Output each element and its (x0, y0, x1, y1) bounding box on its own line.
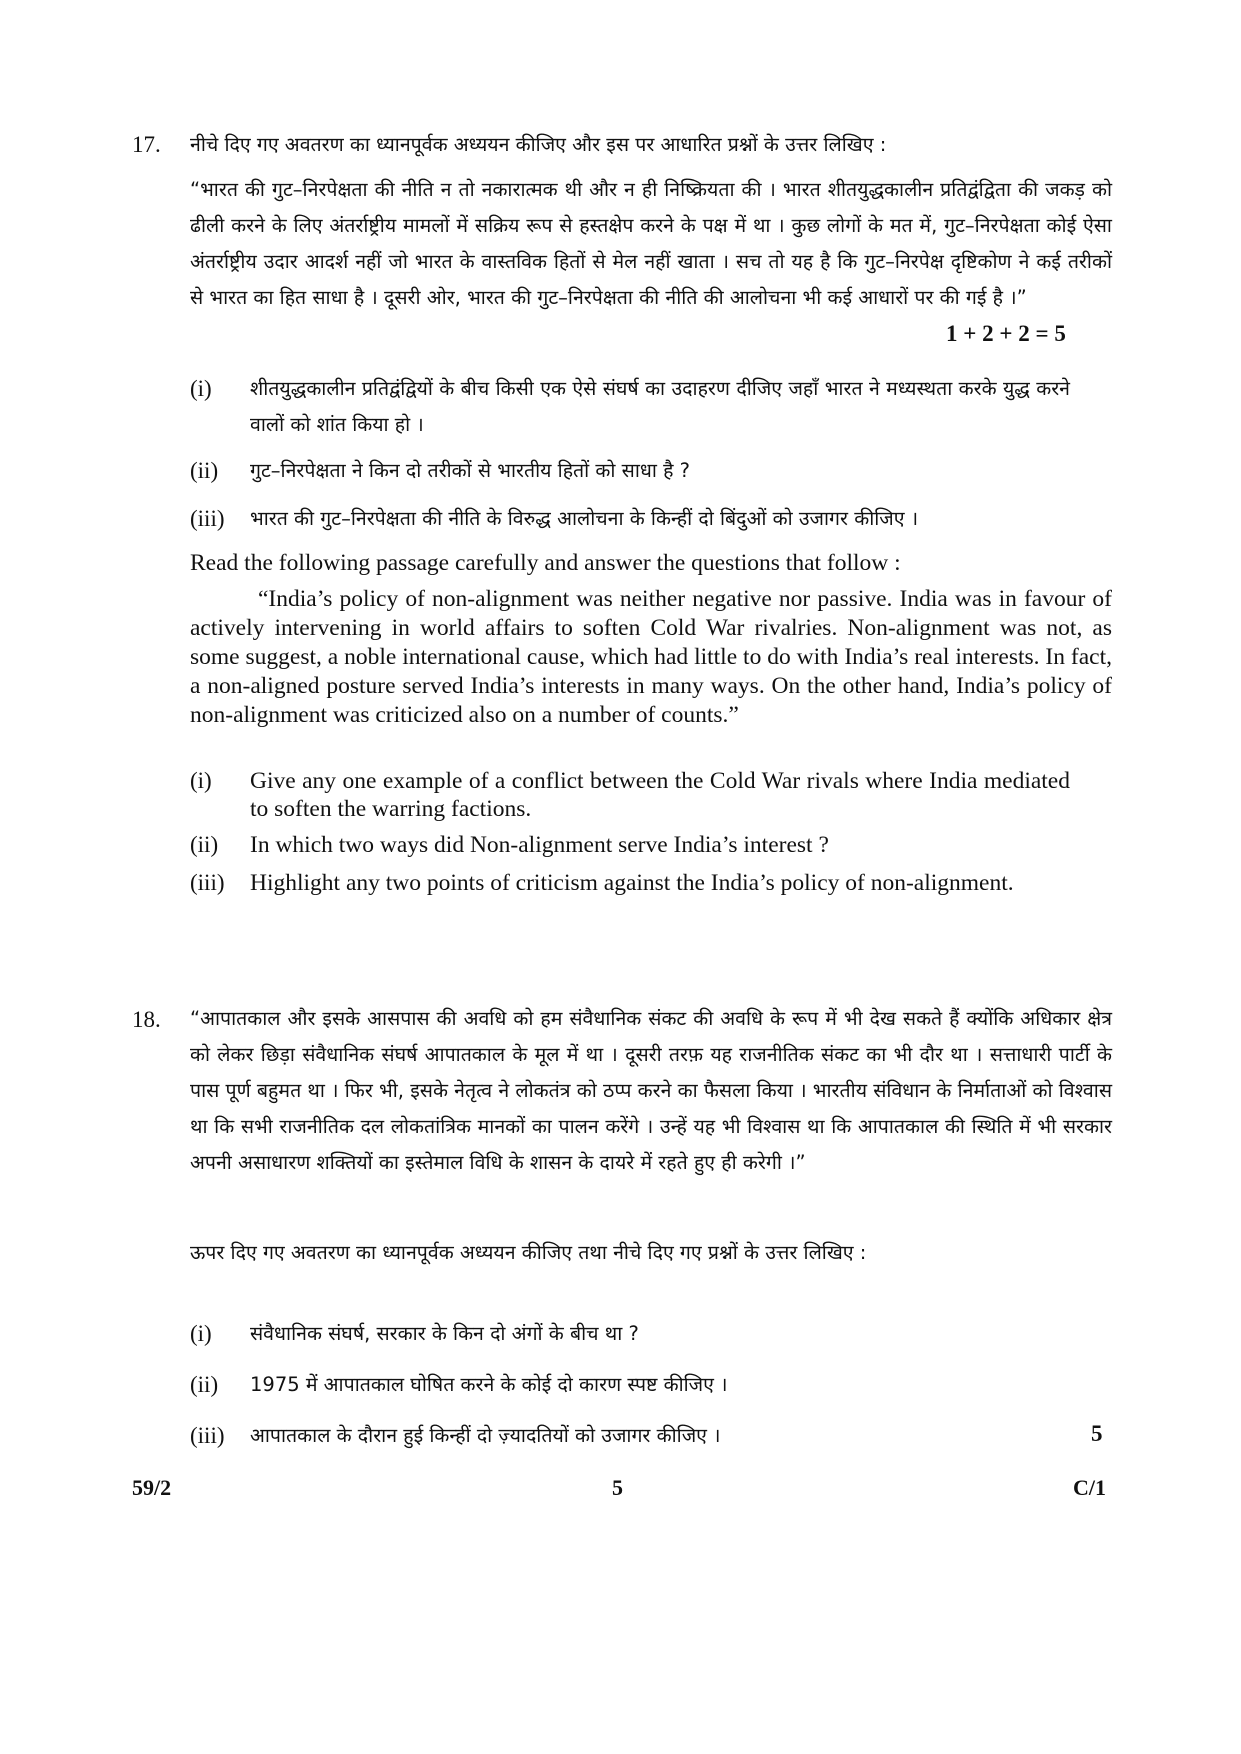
question-17-hindi-sub-iii (190, 501, 1070, 537)
sub-text: गुट–निरपेक्षता ने किन दो तरीकों से भारतीय हितों को साधा है ? (250, 459, 691, 482)
sub-number: (i) (190, 376, 212, 401)
sub-number: (iii) (190, 506, 225, 531)
question-17-marks: 1 + 2 + 2 = 5 (946, 321, 1066, 346)
question-17-english-sub-iii (190, 869, 1070, 897)
sub-text: संवैधानिक संघर्ष, सरकार के किन दो अंगों के बीच था ? (250, 1322, 639, 1345)
question-17-passage-hindi (190, 172, 1112, 316)
question-18-hindi-sub-ii (190, 1367, 1070, 1403)
sub-number: (ii) (190, 458, 219, 483)
question-17-hindi-sub-ii (190, 453, 1070, 489)
sub-text: शीतयुद्धकालीन प्रतिद्वंद्वियों के बीच किसी एक ऐसे संघर्ष का उदाहरण दीजिए जहाँ भारत ने मध्यस्थता करके युद्ध करने वालों को शांत किया हो । (250, 377, 1070, 436)
paper-code: 59/2 (132, 1475, 172, 1500)
passage-hindi-text: “भारत की गुट–निरपेक्षता की नीति न तो नकारात्मक थी और न ही निष्क्रियता की । भारत शीतयुद्धकालीन प्रतिद्वंद्विता की जकड़ को ढीली करने के लिए अंतर्राष्ट्रीय मामलों में सक्रिय रूप से हस्तक्षेप करने के पक्ष में था । कुछ लोगों के मत में, गुट–निरपेक्षता कोई ऐसा अंतर्राष्ट्रीय उदार आदर्श नहीं जो भारत के वास्तविक हितों से मेल नहीं खाता । सच तो यह है कि गुट–निरपेक्ष दृष्टिकोण ने कई तरीकों से भारत का हित साधा है । दूसरी ओर, भारत की गुट–निरपेक्षता की नीति की आलोचना भी कई आधारों पर की गई है ।” (190, 178, 1112, 309)
question-17-instruction-hindi: नीचे दिए गए अवतरण का ध्यानपूर्वक अध्ययन कीजिए और इस पर आधारित प्रश्नों के उत्तर लिखिए : (190, 133, 887, 156)
question-18-hindi-sub-iii (190, 1418, 1070, 1454)
sub-number: (ii) (190, 1372, 219, 1397)
sub-number: (iii) (190, 870, 225, 895)
set-code: C/1 (1073, 1475, 1106, 1500)
passage-english-text: “India’s policy of non-alignment was neither negative nor passive. India was in favour of actively intervening in world affairs to soften Cold War rivalries. Non-alignment was not, as some suggest, a noble international cause, which had little to do with India’s real interests. In fact, a non-aligned posture served India’s interests in many ways. On the other hand, India’s policy of non-alignment was criticized also on a number of counts.” (190, 586, 1112, 728)
sub-number: (i) (190, 768, 212, 793)
question-18-number: 18. (132, 1007, 161, 1032)
question-17-hindi-sub-i (190, 371, 1070, 443)
sub-text: Give any one example of a conflict between the Cold War rivals where India mediated to soften the warring factions. (250, 768, 1070, 822)
question-18-instruction-hindi: ऊपर दिए गए अवतरण का ध्यानपूर्वक अध्ययन कीजिए तथा नीचे दिए गए प्रश्नों के उत्तर लिखिए : (190, 1241, 867, 1264)
question-17-instruction-english: Read the following passage carefully and answer the questions that follow : (190, 550, 901, 576)
sub-text: In which two ways did Non-alignment serve India’s interest ? (250, 832, 829, 858)
sub-text: 1975 में आपातकाल घोषित करने के कोई दो कारण स्पष्ट कीजिए । (250, 1373, 728, 1396)
sub-text: आपातकाल के दौरान हुई किन्हीं दो ज़्यादतियों को उजागर कीजिए । (250, 1424, 721, 1447)
question-18-marks: 5 (1091, 1421, 1103, 1446)
question-18-passage-hindi (190, 1001, 1112, 1181)
question-17-english-sub-ii (190, 831, 1070, 859)
sub-number: (ii) (190, 832, 219, 857)
sub-text: Highlight any two points of criticism against the India’s policy of non-alignment. (250, 870, 1014, 896)
sub-text: भारत की गुट–निरपेक्षता की नीति के विरुद्ध आलोचना के किन्हीं दो बिंदुओं को उजागर कीजिए । (250, 507, 919, 530)
page-number: 5 (612, 1475, 623, 1500)
question-17-english-sub-i (190, 767, 1070, 823)
sub-number: (i) (190, 1321, 212, 1346)
question-17-passage-english (190, 585, 1112, 730)
passage-hindi-text: “आपातकाल और इसके आसपास की अवधि को हम संवैधानिक संकट की अवधि के रूप में भी देख सकते हैं क्योंकि अधिकार क्षेत्र को लेकर छिड़ा संवैधानिक संघर्ष आपातकाल के मूल में था । दूसरी तरफ़ यह राजनीतिक संकट का भी दौर था । सत्ताधारी पार्टी के पास पूर्ण बहुमत था । फिर भी, इसके नेतृत्व ने लोकतंत्र को ठप्प करने का फैसला किया । भारतीय संविधान के निर्माताओं को विश्वास था कि सभी राजनीतिक दल लोकतांत्रिक मानकों का पालन करेंगे । उन्हें यह भी विश्वास था कि आपातकाल की स्थिति में भी सरकार अपनी असाधारण शक्तियों का इस्तेमाल विधि के शासन के दायरे में रहते हुए ही करेगी ।” (190, 1007, 1112, 1174)
question-18-hindi-sub-i (190, 1316, 1070, 1352)
sub-number: (iii) (190, 1423, 225, 1448)
question-17-number: 17. (132, 132, 161, 157)
